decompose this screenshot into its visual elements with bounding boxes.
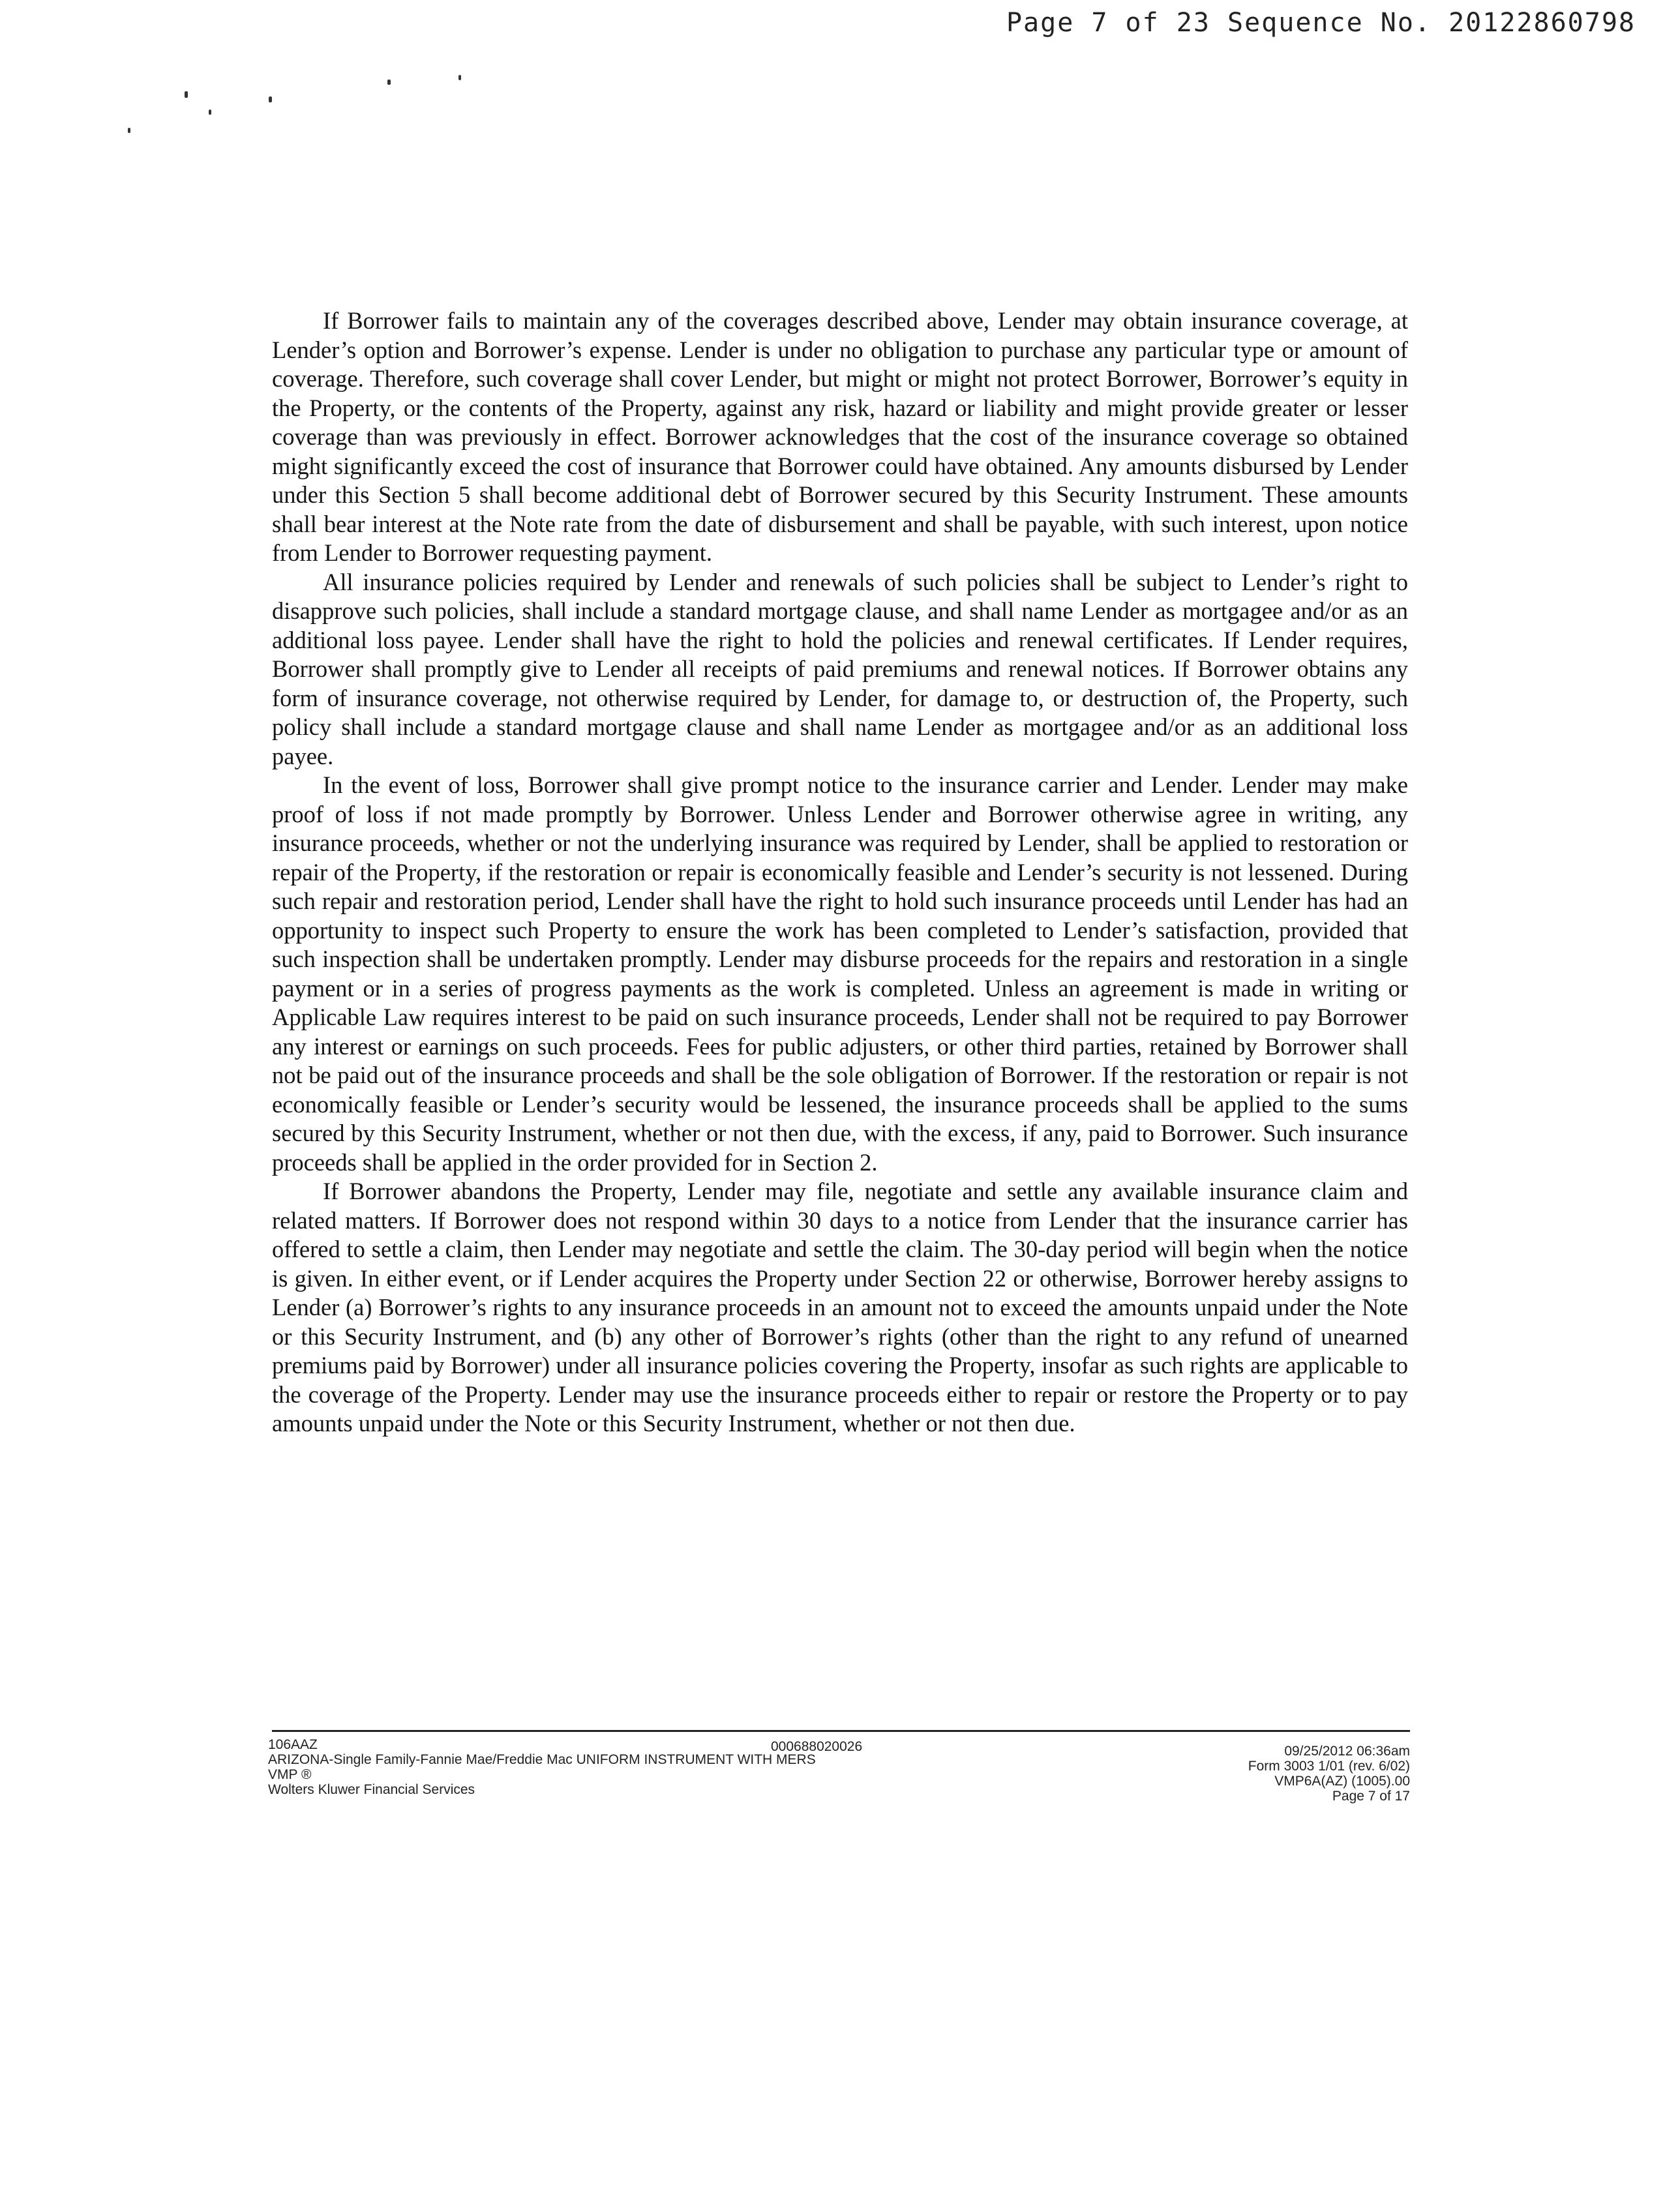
footer-vmp-code: VMP6A(AZ) (1005).00 [1274,1774,1410,1789]
footer-page-number: Page 7 of 17 [1332,1789,1410,1804]
footer-vmp-mark: VMP ® [268,1767,312,1782]
footer-form-info [268,1737,816,1797]
scan-speck [209,110,211,115]
scan-speck [269,97,272,102]
footer-loan-number: 000688020026 [771,1739,863,1754]
footer-page-info [1248,1744,1410,1804]
document-body [272,306,1408,1438]
footer-publisher: Wolters Kluwer Financial Services [268,1782,475,1797]
footer-timestamp: 09/25/2012 06:36am [1284,1744,1410,1759]
paragraph-abandonment: If Borrower abandons the Property, Lender may file, negotiate and settle any available insurance claim and related matters. If Borrower does not respond within 30 days to a notice from Lender that the insurance carrier has offered to settle a claim, then Lender may negotiate and settle the claim. The 30-day period will begin when the notice is given. In either event, or if Lender acquires the Property under Section 22 or otherwise, Borrower hereby assigns to Lender (a) Borrower’s rights to any insurance proceeds in an amount not to exceed the amounts unpaid under the Note or this Security Instrument, and (b) any other of Borrower’s rights (other than the right to any refund of unearned premiums paid by Borrower) under all insurance policies covering the Property, insofar as such rights are applicable to the coverage of the Property. Lender may use the insurance proceeds either to repair or restore the Property or to pay amounts unpaid under the Note or this Security Instrument, whether or not then due. [272,1178,1408,1437]
paragraph-policy-requirements: All insurance policies required by Lender and renewals of such policies shall be subject to Lender’s right to disapprove such policies, shall include a standard mortgage clause, and shall name Lender as mortgagee and/or as an additional loss payee. Lender shall have the right to hold the policies and renewal certificates. If Lender requires, Borrower shall promptly give to Lender all receipts of paid premiums and renewal notices. If Borrower obtains any form of insurance coverage, not otherwise required by Lender, for damage to, or destruction of, the Property, such policy shall include a standard mortgage clause and shall name Lender as mortgagee and/or as an additional loss payee. [272,568,1408,769]
paragraph-lender-placed-coverage: If Borrower fails to maintain any of the coverages described above, Lender may obtain insurance coverage, at Lender’s option and Borrower’s expense. Lender is under no obligation to purchase any particular type or amount of coverage. Therefore, such coverage shall cover Lender, but might or might not protect Borrower, Borrower’s equity in the Property, or the contents of the Property, against any risk, hazard or liability and might provide greater or lesser coverage than was previously in effect. Borrower acknowledges that the cost of the insurance coverage so obtained might significantly exceed the cost of insurance that Borrower could have obtained. Any amounts disbursed by Lender under this Section 5 shall become additional debt of Borrower secured by this Security Instrument. These amounts shall bear interest at the Note rate from the date of disbursement and shall be payable, with such interest, upon notice from Lender to Borrower requesting payment. [272,307,1408,566]
scan-speck [185,91,188,98]
paragraph-event-of-loss: In the event of loss, Borrower shall give prompt notice to the insurance carrier and Lender. Lender may make proof of loss if not made promptly by Borrower. Unless Lender and Borrower otherwise agree in writing, any insurance proceeds, whether or not the underlying insurance was required by Lender, shall be applied to restoration or repair of the Property, if the restoration or repair is economically feasible and Lender’s security is not lessened. During such repair and restoration period, Lender shall have the right to hold such insurance proceeds until Lender has had an opportunity to inspect such Property to ensure the work has been completed to Lender’s satisfaction, provided that such inspection shall be undertaken promptly. Lender may disburse proceeds for the repairs and restoration in a single payment or in a series of progress payments as the work is completed. Unless an agreement is made in writing or Applicable Law requires interest to be paid on such insurance proceeds, Lender shall not be required to pay Borrower any interest or earnings on such proceeds. Fees for public adjusters, or other third parties, retained by Borrower shall not be paid out of the insurance proceeds and shall be the sole obligation of Borrower. If the restoration or repair is not economically feasible or Lender’s security would be lessened, the insurance proceeds shall be applied to the sums secured by this Security Instrument, whether or not then due, with the excess, if any, paid to Borrower. Such insurance proceeds shall be applied in the order provided for in Section 2. [272,771,1408,1176]
scan-speck [458,75,461,80]
footer-form-number: Form 3003 1/01 (rev. 6/02) [1248,1759,1410,1774]
page-sequence-header: Page 7 of 23 Sequence No. 20122860798 [1006,8,1636,38]
scan-speck [387,80,391,85]
footer-form-code: 106AAZ [268,1737,318,1752]
footer-form-title: ARIZONA-Single Family-Fannie Mae/Freddie Mac UNIFORM INSTRUMENT WITH MERS [268,1752,816,1767]
scan-speck [128,128,130,133]
footer-divider [272,1730,1410,1732]
